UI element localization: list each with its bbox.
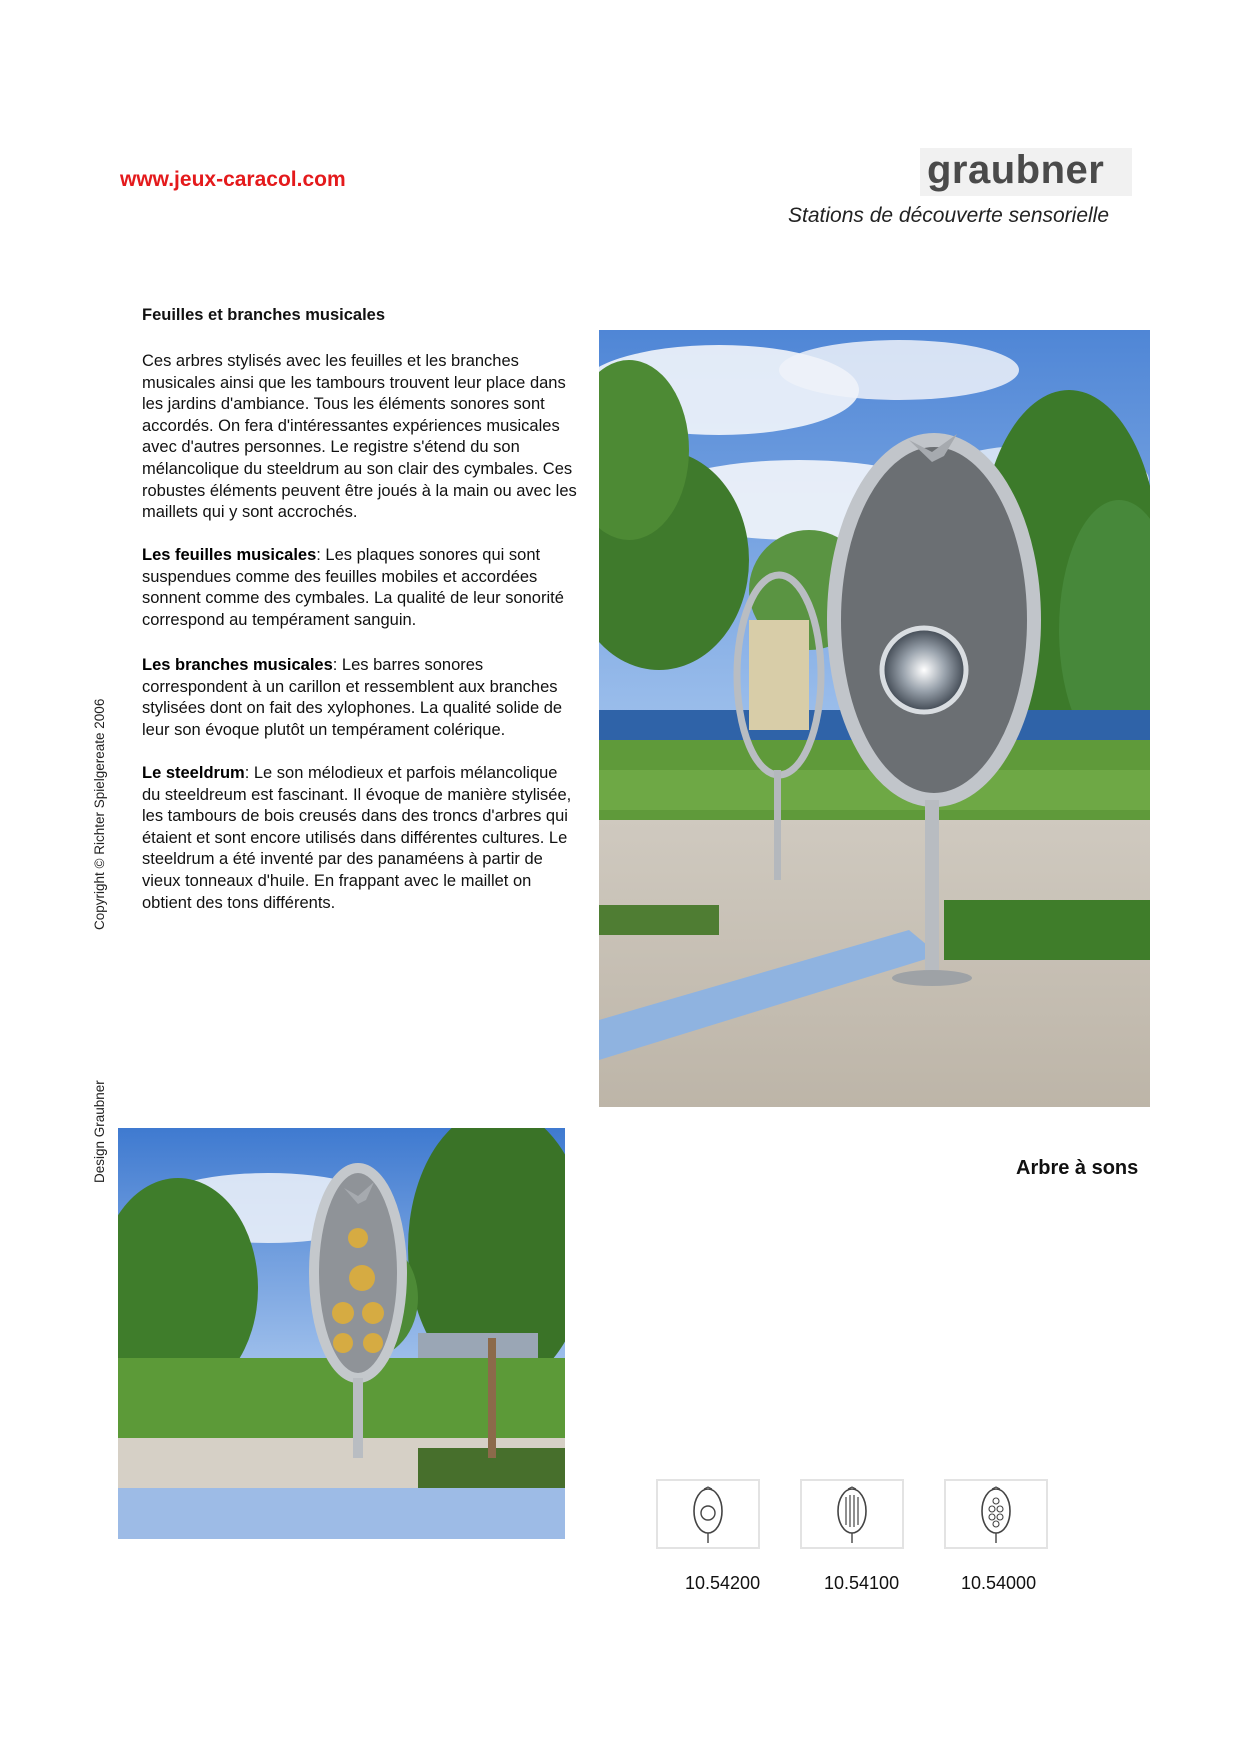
leaves-tree-icon xyxy=(946,1481,1046,1547)
design-credit: Design Graubner xyxy=(92,1080,107,1183)
steeldrum-tree-icon xyxy=(658,1481,758,1547)
leaves-paragraph xyxy=(142,545,578,631)
page-tagline: Stations de découverte sensorielle xyxy=(788,204,1110,227)
product-caption: Arbre à sons xyxy=(1016,1157,1139,1179)
secondary-product-photo xyxy=(118,1128,565,1539)
leaves-text: : Les plaques sonores qui sont suspendues comme des feuilles mobiles et accordées sonnent comme des cymbales. La qualité de leur sonorité correspond au tempérament sanguin. xyxy=(142,546,564,629)
main-product-photo xyxy=(599,330,1150,1107)
product-thumbnail-steeldrum[interactable] xyxy=(656,1479,760,1549)
section-title: Feuilles et branches musicales xyxy=(142,306,386,324)
branches-tree-icon xyxy=(802,1481,902,1547)
leaves-label: Les feuilles musicales xyxy=(142,546,317,564)
intro-paragraph: Ces arbres stylisés avec les feuilles et les branches musicales ainsi que les tambours trouvent leur place dans les jardins d'ambiance. Tous les éléments sonores sont accordés. On fera d'intéressantes expériences musicales avec d'autres personnes. Le registre s'étend du son mélancolique du steeldrum au son clair des cymbales. Ces robustes éléments peuvent être joués à la main ou avec les maillets qui y sont accrochés. xyxy=(142,352,577,522)
product-code: 10.54100 xyxy=(824,1573,900,1593)
steeldrum-text: : Le son mélodieux et parfois mélancolique du steeldreum est fascinant. Il évoque de manière stylisée, les tambours de bois creusés dans des troncs d'arbres qui étaient et sont encore utilisés dans différentes cultures. Le steeldrum a été inventé par des panaméens à partir de vieux tonneaux d'huile. En frappant avec le maillet on obtient des tons différents. xyxy=(142,764,572,912)
product-code: 10.54000 xyxy=(961,1573,1037,1593)
brand-logo: graubner xyxy=(927,148,1105,192)
product-thumbnail-leaves[interactable] xyxy=(944,1479,1048,1549)
product-thumbnail-branches[interactable] xyxy=(800,1479,904,1549)
steeldrum-paragraph xyxy=(142,763,578,914)
product-code: 10.54200 xyxy=(685,1573,761,1593)
branches-text: : Les barres sonores correspondent à un carillon et ressemblent aux branches stylisées dont on fait des xylophones. La qualité solide de leur son évoque plutôt un tempérament colérique. xyxy=(142,656,563,739)
branches-label: Les branches musicales xyxy=(142,656,333,674)
copyright-note: Copyright © Richter Spielgereate 2006 xyxy=(92,698,107,930)
steeldrum-label: Le steeldrum xyxy=(142,764,245,782)
website-link[interactable]: www.jeux-caracol.com xyxy=(120,168,346,191)
branches-paragraph xyxy=(142,655,578,741)
